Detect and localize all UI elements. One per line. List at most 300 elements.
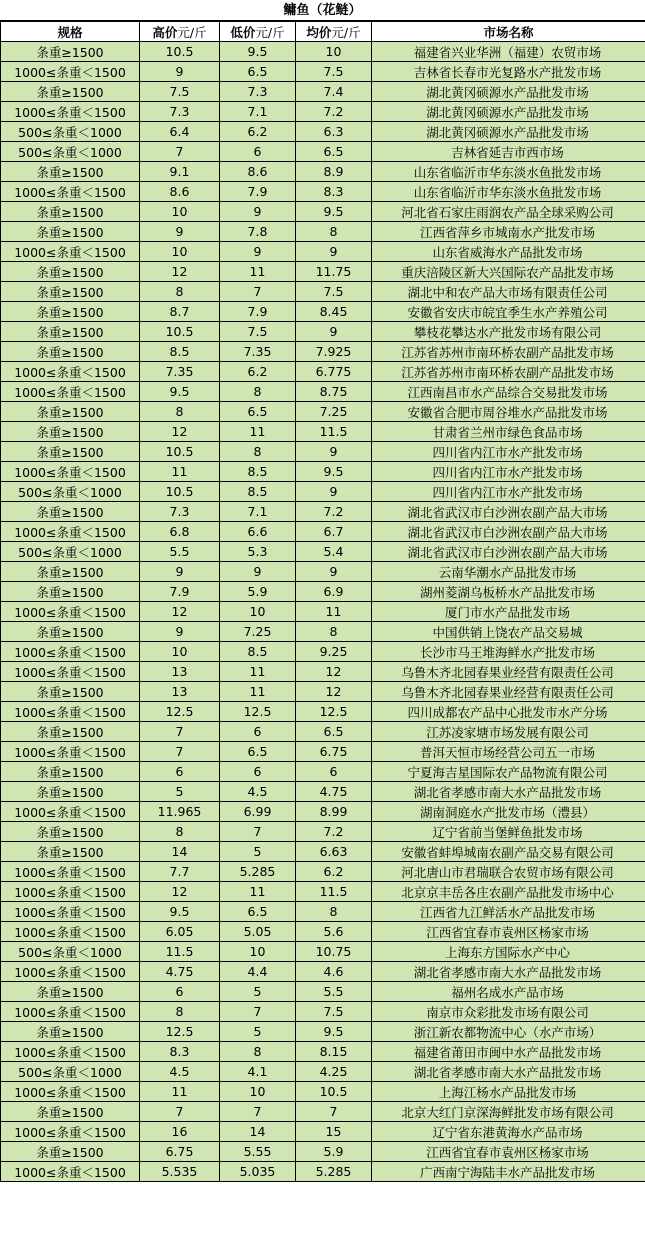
table-row	[1, 362, 645, 382]
cell-high-price: 12	[140, 602, 220, 622]
cell-avg-price: 9	[296, 482, 372, 502]
cell-spec: 条重≥1500	[1, 1142, 140, 1162]
cell-market: 湖北省武汉市白沙洲农副产品大市场	[372, 542, 645, 562]
table-title: 鳙鱼（花鲢）	[0, 0, 645, 21]
table-row	[1, 642, 645, 662]
cell-low-price: 6.6	[220, 522, 296, 542]
cell-spec: 1000≤条重＜1500	[1, 462, 140, 482]
table-row	[1, 62, 645, 82]
cell-market: 湖北省孝感市南大水产品批发市场	[372, 1062, 645, 1082]
cell-spec: 1000≤条重＜1500	[1, 1162, 140, 1182]
table-row	[1, 722, 645, 742]
cell-avg-price: 10.5	[296, 1082, 372, 1102]
table-row	[1, 962, 645, 982]
cell-spec: 条重≥1500	[1, 422, 140, 442]
cell-high-price: 7	[140, 142, 220, 162]
cell-avg-price: 4.25	[296, 1062, 372, 1082]
cell-avg-price: 6.3	[296, 122, 372, 142]
cell-spec: 1000≤条重＜1500	[1, 662, 140, 682]
table-body	[1, 42, 645, 1182]
cell-low-price: 5.9	[220, 582, 296, 602]
cell-market: 湖北黄冈硕源水产品批发市场	[372, 122, 645, 142]
cell-high-price: 12.5	[140, 1022, 220, 1042]
cell-market: 辽宁省东港黄海水产品市场	[372, 1122, 645, 1142]
cell-market: 湖北省孝感市南大水产品批发市场	[372, 962, 645, 982]
cell-avg-price: 8.9	[296, 162, 372, 182]
cell-spec: 500≤条重＜1000	[1, 1062, 140, 1082]
cell-avg-price: 7.925	[296, 342, 372, 362]
cell-low-price: 8	[220, 382, 296, 402]
table-row	[1, 982, 645, 1002]
cell-market: 云南华潮水产品批发市场	[372, 562, 645, 582]
cell-avg-price: 11.75	[296, 262, 372, 282]
cell-low-price: 6.5	[220, 902, 296, 922]
cell-high-price: 8.7	[140, 302, 220, 322]
header-avg-price	[296, 22, 372, 42]
cell-high-price: 5.535	[140, 1162, 220, 1182]
cell-avg-price: 9.5	[296, 202, 372, 222]
cell-avg-price: 7	[296, 1102, 372, 1122]
cell-low-price: 6.2	[220, 362, 296, 382]
cell-market: 湖北省孝感市南大水产品批发市场	[372, 782, 645, 802]
cell-spec: 500≤条重＜1000	[1, 142, 140, 162]
cell-low-price: 5.55	[220, 1142, 296, 1162]
cell-high-price: 8	[140, 402, 220, 422]
cell-high-price: 7.5	[140, 82, 220, 102]
cell-spec: 1000≤条重＜1500	[1, 102, 140, 122]
cell-high-price: 14	[140, 842, 220, 862]
cell-high-price: 11.965	[140, 802, 220, 822]
cell-market: 南京市众彩批发市场有限公司	[372, 1002, 645, 1022]
cell-avg-price: 6.775	[296, 362, 372, 382]
cell-market: 湖北省武汉市白沙洲农副产品大市场	[372, 522, 645, 542]
cell-high-price: 8	[140, 282, 220, 302]
cell-low-price: 14	[220, 1122, 296, 1142]
header-market: 市场名称	[372, 22, 645, 42]
cell-market: 福建省莆田市闽中水产品批发市场	[372, 1042, 645, 1062]
cell-market: 长沙市马王堆海鲜水产批发市场	[372, 642, 645, 662]
cell-low-price: 11	[220, 882, 296, 902]
cell-high-price: 7.3	[140, 502, 220, 522]
cell-avg-price: 12.5	[296, 702, 372, 722]
cell-avg-price: 6	[296, 762, 372, 782]
cell-market: 山东省临沂市华东淡水鱼批发市场	[372, 182, 645, 202]
cell-low-price: 12.5	[220, 702, 296, 722]
cell-spec: 条重≥1500	[1, 262, 140, 282]
cell-avg-price: 6.5	[296, 722, 372, 742]
cell-spec: 500≤条重＜1000	[1, 542, 140, 562]
cell-market: 广西南宁海陆丰水产品批发市场	[372, 1162, 645, 1182]
cell-low-price: 8.5	[220, 482, 296, 502]
cell-spec: 条重≥1500	[1, 842, 140, 862]
cell-low-price: 7	[220, 822, 296, 842]
cell-low-price: 8	[220, 1042, 296, 1062]
cell-avg-price: 7.2	[296, 822, 372, 842]
table-row	[1, 922, 645, 942]
header-avg-price-label: 均价	[306, 24, 332, 40]
table-row	[1, 402, 645, 422]
table-row	[1, 382, 645, 402]
cell-avg-price: 5.285	[296, 1162, 372, 1182]
cell-avg-price: 5.4	[296, 542, 372, 562]
cell-spec: 条重≥1500	[1, 82, 140, 102]
table-row	[1, 322, 645, 342]
cell-spec: 1000≤条重＜1500	[1, 1042, 140, 1062]
cell-market: 甘肃省兰州市绿色食品市场	[372, 422, 645, 442]
table-row	[1, 902, 645, 922]
cell-market: 北京京丰岳各庄农副产品批发市场中心	[372, 882, 645, 902]
table-row	[1, 862, 645, 882]
cell-high-price: 8	[140, 1002, 220, 1022]
cell-market: 辽宁省前当堡鲜鱼批发市场	[372, 822, 645, 842]
cell-low-price: 5.285	[220, 862, 296, 882]
table-row	[1, 502, 645, 522]
cell-spec: 1000≤条重＜1500	[1, 362, 140, 382]
cell-low-price: 5.3	[220, 542, 296, 562]
cell-market: 四川省内江市水产批发市场	[372, 462, 645, 482]
cell-avg-price: 4.6	[296, 962, 372, 982]
cell-market: 湖北中和农产品大市场有限责任公司	[372, 282, 645, 302]
cell-spec: 条重≥1500	[1, 302, 140, 322]
table-row	[1, 242, 645, 262]
cell-avg-price: 9.5	[296, 1022, 372, 1042]
cell-spec: 1000≤条重＜1500	[1, 742, 140, 762]
cell-market: 江西省九江鲜活水产品批发市场	[372, 902, 645, 922]
table-row	[1, 562, 645, 582]
cell-high-price: 7.35	[140, 362, 220, 382]
cell-spec: 条重≥1500	[1, 762, 140, 782]
cell-spec: 条重≥1500	[1, 682, 140, 702]
cell-low-price: 6	[220, 142, 296, 162]
cell-low-price: 7.35	[220, 342, 296, 362]
cell-avg-price: 11.5	[296, 422, 372, 442]
cell-high-price: 10	[140, 642, 220, 662]
cell-low-price: 7	[220, 1102, 296, 1122]
cell-low-price: 7	[220, 1002, 296, 1022]
cell-avg-price: 8	[296, 222, 372, 242]
table-row	[1, 142, 645, 162]
table-row	[1, 542, 645, 562]
table-row	[1, 1162, 645, 1182]
cell-market: 上海东方国际水产中心	[372, 942, 645, 962]
cell-high-price: 11	[140, 1082, 220, 1102]
cell-avg-price: 12	[296, 682, 372, 702]
cell-market: 福州名成水产品市场	[372, 982, 645, 1002]
table-row	[1, 302, 645, 322]
cell-spec: 1000≤条重＜1500	[1, 862, 140, 882]
cell-market: 普洱天恒市场经营公司五一市场	[372, 742, 645, 762]
cell-avg-price: 7.2	[296, 502, 372, 522]
cell-high-price: 8.5	[140, 342, 220, 362]
table-row	[1, 122, 645, 142]
cell-low-price: 10	[220, 942, 296, 962]
cell-high-price: 11	[140, 462, 220, 482]
cell-avg-price: 10.75	[296, 942, 372, 962]
cell-low-price: 5.035	[220, 1162, 296, 1182]
cell-spec: 条重≥1500	[1, 822, 140, 842]
cell-spec: 1000≤条重＜1500	[1, 902, 140, 922]
cell-market: 湖南洞庭水产批发市场（澧县）	[372, 802, 645, 822]
cell-avg-price: 15	[296, 1122, 372, 1142]
table-row	[1, 622, 645, 642]
cell-low-price: 6.5	[220, 62, 296, 82]
cell-spec: 条重≥1500	[1, 322, 140, 342]
cell-high-price: 9	[140, 222, 220, 242]
cell-low-price: 7.9	[220, 182, 296, 202]
cell-spec: 条重≥1500	[1, 722, 140, 742]
header-high-price-unit: 元/斤	[177, 24, 207, 40]
cell-low-price: 11	[220, 262, 296, 282]
cell-market: 江西省萍乡市城南水产批发市场	[372, 222, 645, 242]
cell-low-price: 5	[220, 842, 296, 862]
cell-high-price: 12.5	[140, 702, 220, 722]
cell-low-price: 7.1	[220, 502, 296, 522]
cell-spec: 条重≥1500	[1, 342, 140, 362]
cell-avg-price: 8.3	[296, 182, 372, 202]
cell-avg-price: 5.5	[296, 982, 372, 1002]
cell-market: 四川省内江市水产批发市场	[372, 442, 645, 462]
cell-avg-price: 7.4	[296, 82, 372, 102]
cell-market: 北京大红门京深海鲜批发市场有限公司	[372, 1102, 645, 1122]
cell-spec: 条重≥1500	[1, 502, 140, 522]
cell-avg-price: 9	[296, 562, 372, 582]
cell-high-price: 12	[140, 422, 220, 442]
cell-spec: 条重≥1500	[1, 442, 140, 462]
cell-spec: 条重≥1500	[1, 982, 140, 1002]
cell-low-price: 6.99	[220, 802, 296, 822]
header-high-price-label: 高价	[152, 24, 178, 40]
cell-spec: 条重≥1500	[1, 582, 140, 602]
table-row	[1, 202, 645, 222]
cell-avg-price: 5.9	[296, 1142, 372, 1162]
table-row	[1, 942, 645, 962]
header-spec: 规格	[1, 22, 140, 42]
cell-avg-price: 8.75	[296, 382, 372, 402]
cell-low-price: 7.8	[220, 222, 296, 242]
table-row	[1, 842, 645, 862]
cell-spec: 1000≤条重＜1500	[1, 182, 140, 202]
cell-market: 乌鲁木齐北园春果业经营有限责任公司	[372, 682, 645, 702]
cell-high-price: 9.5	[140, 902, 220, 922]
cell-market: 吉林省长春市光复路水产批发市场	[372, 62, 645, 82]
cell-low-price: 10	[220, 602, 296, 622]
table-row	[1, 1062, 645, 1082]
cell-low-price: 7.25	[220, 622, 296, 642]
cell-high-price: 9	[140, 622, 220, 642]
cell-market: 湖北省武汉市白沙洲农副产品大市场	[372, 502, 645, 522]
cell-avg-price: 8.15	[296, 1042, 372, 1062]
table-row	[1, 802, 645, 822]
cell-spec: 条重≥1500	[1, 222, 140, 242]
table-row	[1, 182, 645, 202]
cell-spec: 条重≥1500	[1, 562, 140, 582]
cell-high-price: 6.05	[140, 922, 220, 942]
cell-high-price: 8.6	[140, 182, 220, 202]
cell-market: 江苏凌家塘市场发展有限公司	[372, 722, 645, 742]
table-row	[1, 1102, 645, 1122]
cell-low-price: 7.1	[220, 102, 296, 122]
table-row	[1, 1142, 645, 1162]
table-row	[1, 742, 645, 762]
cell-market: 宁夏海吉星国际农产品物流有限公司	[372, 762, 645, 782]
cell-market: 四川成都农产品中心批发市水产分场	[372, 702, 645, 722]
cell-high-price: 4.5	[140, 1062, 220, 1082]
header-low-price-unit: 元/斤	[255, 24, 285, 40]
cell-spec: 1000≤条重＜1500	[1, 802, 140, 822]
cell-avg-price: 8	[296, 622, 372, 642]
table-row	[1, 1042, 645, 1062]
cell-spec: 1000≤条重＜1500	[1, 522, 140, 542]
cell-market: 安徽省合肥市周谷堆水产品批发市场	[372, 402, 645, 422]
cell-low-price: 5	[220, 1022, 296, 1042]
cell-high-price: 10	[140, 202, 220, 222]
cell-spec: 条重≥1500	[1, 1022, 140, 1042]
cell-market: 四川省内江市水产批发市场	[372, 482, 645, 502]
table-row	[1, 522, 645, 542]
cell-low-price: 7.3	[220, 82, 296, 102]
cell-spec: 条重≥1500	[1, 782, 140, 802]
header-high-price	[140, 22, 220, 42]
cell-spec: 1000≤条重＜1500	[1, 62, 140, 82]
cell-avg-price: 12	[296, 662, 372, 682]
cell-market: 江西省宜春市袁州区杨家市场	[372, 922, 645, 942]
cell-high-price: 6	[140, 982, 220, 1002]
cell-avg-price: 7.5	[296, 1002, 372, 1022]
cell-avg-price: 9	[296, 242, 372, 262]
cell-avg-price: 6.7	[296, 522, 372, 542]
cell-avg-price: 5.6	[296, 922, 372, 942]
cell-high-price: 12	[140, 262, 220, 282]
cell-high-price: 6.8	[140, 522, 220, 542]
cell-low-price: 4.5	[220, 782, 296, 802]
cell-avg-price: 9.25	[296, 642, 372, 662]
cell-high-price: 6.75	[140, 1142, 220, 1162]
cell-avg-price: 7.25	[296, 402, 372, 422]
table-row	[1, 482, 645, 502]
cell-avg-price: 7.5	[296, 62, 372, 82]
table-row	[1, 462, 645, 482]
price-table	[0, 21, 645, 1182]
cell-high-price: 16	[140, 1122, 220, 1142]
cell-spec: 1000≤条重＜1500	[1, 1122, 140, 1142]
cell-avg-price: 6.2	[296, 862, 372, 882]
cell-high-price: 7	[140, 1102, 220, 1122]
cell-low-price: 5	[220, 982, 296, 1002]
cell-high-price: 7.7	[140, 862, 220, 882]
cell-high-price: 5	[140, 782, 220, 802]
cell-avg-price: 7.2	[296, 102, 372, 122]
cell-low-price: 9.5	[220, 42, 296, 62]
cell-market: 福建省兴业华洲（福建）农贸市场	[372, 42, 645, 62]
table-row	[1, 1022, 645, 1042]
table-row	[1, 42, 645, 62]
cell-avg-price: 8.99	[296, 802, 372, 822]
header-avg-price-unit: 元/斤	[331, 24, 361, 40]
cell-low-price: 11	[220, 662, 296, 682]
table-row	[1, 582, 645, 602]
cell-high-price: 6.4	[140, 122, 220, 142]
header-row	[1, 22, 645, 42]
cell-low-price: 9	[220, 202, 296, 222]
table-row	[1, 882, 645, 902]
cell-high-price: 8.3	[140, 1042, 220, 1062]
cell-spec: 500≤条重＜1000	[1, 122, 140, 142]
table-row	[1, 1002, 645, 1022]
cell-avg-price: 4.75	[296, 782, 372, 802]
table-row	[1, 222, 645, 242]
cell-avg-price: 9	[296, 322, 372, 342]
table-row	[1, 82, 645, 102]
cell-market: 山东省威海水产品批发市场	[372, 242, 645, 262]
cell-avg-price: 11.5	[296, 882, 372, 902]
cell-market: 湖北黄冈硕源水产品批发市场	[372, 102, 645, 122]
cell-avg-price: 9.5	[296, 462, 372, 482]
cell-low-price: 10	[220, 1082, 296, 1102]
cell-avg-price: 11	[296, 602, 372, 622]
cell-avg-price: 8	[296, 902, 372, 922]
cell-high-price: 10.5	[140, 482, 220, 502]
cell-high-price: 7	[140, 722, 220, 742]
cell-spec: 1000≤条重＜1500	[1, 642, 140, 662]
cell-spec: 条重≥1500	[1, 42, 140, 62]
cell-market: 江苏省苏州市南环桥农副产品批发市场	[372, 342, 645, 362]
table-row	[1, 602, 645, 622]
cell-market: 上海江杨水产品批发市场	[372, 1082, 645, 1102]
table-row	[1, 782, 645, 802]
cell-avg-price: 6.75	[296, 742, 372, 762]
cell-high-price: 10.5	[140, 322, 220, 342]
cell-high-price: 7.9	[140, 582, 220, 602]
cell-low-price: 11	[220, 682, 296, 702]
cell-spec: 1000≤条重＜1500	[1, 922, 140, 942]
cell-high-price: 5.5	[140, 542, 220, 562]
cell-high-price: 11.5	[140, 942, 220, 962]
cell-high-price: 12	[140, 882, 220, 902]
cell-market: 重庆涪陵区新大兴国际农产品批发市场	[372, 262, 645, 282]
table-row	[1, 1082, 645, 1102]
cell-avg-price: 9	[296, 442, 372, 462]
cell-low-price: 4.4	[220, 962, 296, 982]
cell-low-price: 6.5	[220, 402, 296, 422]
cell-low-price: 8	[220, 442, 296, 462]
cell-market: 安徽省蚌埠城南农副产品交易有限公司	[372, 842, 645, 862]
table-row	[1, 822, 645, 842]
cell-spec: 1000≤条重＜1500	[1, 882, 140, 902]
cell-market: 乌鲁木齐北园春果业经营有限责任公司	[372, 662, 645, 682]
cell-avg-price: 6.5	[296, 142, 372, 162]
table-row	[1, 682, 645, 702]
cell-avg-price: 6.63	[296, 842, 372, 862]
cell-spec: 1000≤条重＜1500	[1, 1002, 140, 1022]
cell-high-price: 4.75	[140, 962, 220, 982]
cell-low-price: 4.1	[220, 1062, 296, 1082]
cell-avg-price: 10	[296, 42, 372, 62]
cell-low-price: 11	[220, 422, 296, 442]
cell-low-price: 7	[220, 282, 296, 302]
cell-high-price: 10	[140, 242, 220, 262]
cell-high-price: 7	[140, 742, 220, 762]
cell-market: 山东省临沂市华东淡水鱼批发市场	[372, 162, 645, 182]
cell-spec: 条重≥1500	[1, 282, 140, 302]
cell-avg-price: 7.5	[296, 282, 372, 302]
cell-low-price: 8.5	[220, 642, 296, 662]
header-low-price-label: 低价	[230, 24, 256, 40]
cell-high-price: 10.5	[140, 442, 220, 462]
cell-low-price: 7.5	[220, 322, 296, 342]
cell-spec: 500≤条重＜1000	[1, 482, 140, 502]
cell-low-price: 8.6	[220, 162, 296, 182]
cell-low-price: 6	[220, 722, 296, 742]
